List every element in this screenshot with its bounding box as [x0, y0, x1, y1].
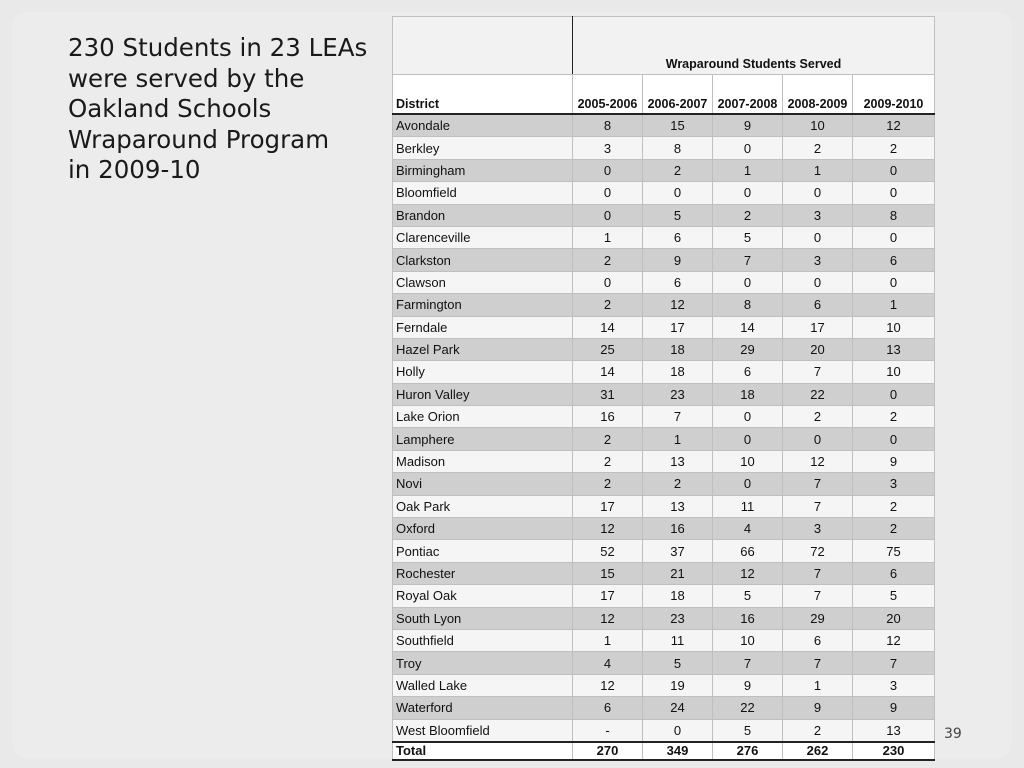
district-column-header: District: [393, 75, 573, 115]
district-name: Troy: [393, 652, 573, 674]
total-value: 230: [853, 742, 935, 760]
student-count: 9: [713, 674, 783, 696]
student-count: 25: [573, 338, 643, 360]
student-count: 22: [713, 697, 783, 719]
student-count: 0: [853, 383, 935, 405]
table-row: [393, 137, 935, 159]
student-count: 15: [643, 114, 713, 137]
student-count: 7: [783, 361, 853, 383]
student-count: 72: [783, 540, 853, 562]
student-count: 0: [573, 182, 643, 204]
student-count: 0: [713, 182, 783, 204]
student-count: 0: [713, 406, 783, 428]
table-row: [393, 294, 935, 316]
student-count: 7: [783, 495, 853, 517]
student-count: 18: [643, 585, 713, 607]
student-count: 0: [853, 428, 935, 450]
table-row: [393, 114, 935, 137]
district-name: Farmington: [393, 294, 573, 316]
year-column-header: 2008-2009: [783, 75, 853, 115]
student-count: 2: [853, 518, 935, 540]
student-count: 1: [783, 159, 853, 181]
student-count: 0: [853, 226, 935, 248]
district-name: West Bloomfield: [393, 719, 573, 742]
student-count: 16: [573, 406, 643, 428]
students-served-table: [392, 16, 935, 761]
student-count: 13: [853, 338, 935, 360]
student-count: 7: [853, 652, 935, 674]
table-body: [393, 114, 935, 742]
total-row: [393, 742, 935, 760]
table-row: [393, 271, 935, 293]
student-count: 10: [783, 114, 853, 137]
student-count: 3: [853, 473, 935, 495]
student-count: 0: [713, 428, 783, 450]
district-name: Holly: [393, 361, 573, 383]
student-count: 8: [713, 294, 783, 316]
district-name: Pontiac: [393, 540, 573, 562]
table-row: [393, 450, 935, 472]
table-row: [393, 495, 935, 517]
district-name: Madison: [393, 450, 573, 472]
student-count: 17: [573, 585, 643, 607]
student-count: 5: [643, 204, 713, 226]
student-count: 10: [853, 361, 935, 383]
district-name: Berkley: [393, 137, 573, 159]
student-count: 12: [713, 562, 783, 584]
student-count: 2: [573, 249, 643, 271]
table-row: [393, 652, 935, 674]
district-name: Brandon: [393, 204, 573, 226]
student-count: 0: [573, 159, 643, 181]
student-count: 1: [573, 629, 643, 651]
student-count: 11: [713, 495, 783, 517]
table-corner-cell: [393, 17, 573, 75]
student-count: 1: [573, 226, 643, 248]
table-row: [393, 361, 935, 383]
student-count: 2: [713, 204, 783, 226]
student-count: 7: [783, 562, 853, 584]
student-count: 22: [783, 383, 853, 405]
student-count: 2: [643, 159, 713, 181]
student-count: 0: [713, 271, 783, 293]
table-row: [393, 607, 935, 629]
group-header: Wraparound Students Served: [573, 17, 935, 75]
student-count: 20: [853, 607, 935, 629]
district-name: South Lyon: [393, 607, 573, 629]
table-row: [393, 182, 935, 204]
student-count: 9: [713, 114, 783, 137]
student-count: 12: [853, 629, 935, 651]
district-name: Southfield: [393, 629, 573, 651]
student-count: 15: [573, 562, 643, 584]
student-count: 2: [853, 495, 935, 517]
student-count: 12: [853, 114, 935, 137]
student-count: 8: [853, 204, 935, 226]
table-row: [393, 204, 935, 226]
student-count: 11: [643, 629, 713, 651]
student-count: 17: [783, 316, 853, 338]
student-count: 10: [713, 629, 783, 651]
student-count: 3: [853, 674, 935, 696]
student-count: 2: [853, 137, 935, 159]
table-row: [393, 629, 935, 651]
district-name: Novi: [393, 473, 573, 495]
page-number: 39: [944, 726, 962, 742]
student-count: 1: [643, 428, 713, 450]
student-count: 0: [783, 271, 853, 293]
student-count: 7: [783, 652, 853, 674]
table-row: [393, 159, 935, 181]
student-count: 5: [713, 719, 783, 742]
student-count: 9: [783, 697, 853, 719]
student-count: 0: [783, 428, 853, 450]
student-count: 1: [713, 159, 783, 181]
student-count: 2: [783, 719, 853, 742]
district-name: Clarkston: [393, 249, 573, 271]
table-row: [393, 697, 935, 719]
student-count: 16: [713, 607, 783, 629]
student-count: 21: [643, 562, 713, 584]
total-value: 262: [783, 742, 853, 760]
table-row: [393, 674, 935, 696]
student-count: -: [573, 719, 643, 742]
student-count: 8: [643, 137, 713, 159]
student-count: 7: [713, 249, 783, 271]
student-count: 17: [573, 495, 643, 517]
student-count: 6: [853, 562, 935, 584]
student-count: 2: [573, 450, 643, 472]
student-count: 6: [643, 271, 713, 293]
student-count: 29: [783, 607, 853, 629]
student-count: 13: [643, 450, 713, 472]
total-value: 270: [573, 742, 643, 760]
student-count: 3: [783, 249, 853, 271]
year-column-header: 2007-2008: [713, 75, 783, 115]
table-row: [393, 226, 935, 248]
student-count: 12: [643, 294, 713, 316]
student-count: 0: [573, 271, 643, 293]
student-count: 1: [783, 674, 853, 696]
district-name: Waterford: [393, 697, 573, 719]
student-count: 4: [713, 518, 783, 540]
table-row: [393, 473, 935, 495]
title-line: were served by the: [68, 63, 305, 93]
student-count: 2: [783, 137, 853, 159]
student-count: 6: [573, 697, 643, 719]
district-name: Oak Park: [393, 495, 573, 517]
student-count: 14: [573, 316, 643, 338]
student-count: 12: [573, 607, 643, 629]
district-name: Royal Oak: [393, 585, 573, 607]
district-name: Lamphere: [393, 428, 573, 450]
student-count: 18: [643, 361, 713, 383]
district-name: Ferndale: [393, 316, 573, 338]
student-count: 7: [713, 652, 783, 674]
student-count: 19: [643, 674, 713, 696]
student-count: 12: [783, 450, 853, 472]
table-row: [393, 719, 935, 742]
student-count: 0: [853, 271, 935, 293]
table-row: [393, 406, 935, 428]
student-count: 8: [573, 114, 643, 137]
student-count: 10: [713, 450, 783, 472]
student-count: 7: [783, 585, 853, 607]
table-row: [393, 383, 935, 405]
student-count: 9: [853, 450, 935, 472]
student-count: 3: [783, 518, 853, 540]
student-count: 13: [853, 719, 935, 742]
student-count: 5: [713, 585, 783, 607]
student-count: 6: [783, 294, 853, 316]
student-count: 0: [713, 473, 783, 495]
total-value: 276: [713, 742, 783, 760]
year-column-header: 2006-2007: [643, 75, 713, 115]
district-name: Lake Orion: [393, 406, 573, 428]
district-name: Huron Valley: [393, 383, 573, 405]
student-count: 6: [643, 226, 713, 248]
title-line: in 2009-10: [68, 155, 201, 184]
student-count: 2: [853, 406, 935, 428]
student-count: 18: [643, 338, 713, 360]
title-line: Wraparound Program: [68, 124, 330, 154]
student-count: 75: [853, 540, 935, 562]
title-line: 230 Students in 23 LEAs: [68, 33, 368, 62]
student-count: 13: [643, 495, 713, 517]
year-column-header: 2009-2010: [853, 75, 935, 115]
district-name: Hazel Park: [393, 338, 573, 360]
student-count: 14: [713, 316, 783, 338]
student-count: 1: [853, 294, 935, 316]
student-count: 6: [853, 249, 935, 271]
student-count: 2: [573, 294, 643, 316]
student-count: 0: [853, 182, 935, 204]
table-row: [393, 562, 935, 584]
student-count: 52: [573, 540, 643, 562]
student-count: 12: [573, 674, 643, 696]
student-count: 2: [643, 473, 713, 495]
student-count: 14: [573, 361, 643, 383]
student-count: 0: [783, 226, 853, 248]
student-count: 18: [713, 383, 783, 405]
student-count: 4: [573, 652, 643, 674]
table-row: [393, 338, 935, 360]
student-count: 2: [573, 428, 643, 450]
student-count: 0: [643, 719, 713, 742]
district-name: Bloomfield: [393, 182, 573, 204]
district-name: Avondale: [393, 114, 573, 137]
student-count: 10: [853, 316, 935, 338]
district-name: Oxford: [393, 518, 573, 540]
table-row: [393, 540, 935, 562]
student-count: 2: [573, 473, 643, 495]
district-name: Birmingham: [393, 159, 573, 181]
student-count: 5: [713, 226, 783, 248]
student-count: 37: [643, 540, 713, 562]
student-count: 9: [853, 697, 935, 719]
student-count: 0: [713, 137, 783, 159]
total-label: Total: [393, 742, 573, 760]
student-count: 5: [643, 652, 713, 674]
student-count: 20: [783, 338, 853, 360]
table-row: [393, 428, 935, 450]
total-value: 349: [643, 742, 713, 760]
student-count: 9: [643, 249, 713, 271]
district-name: Walled Lake: [393, 674, 573, 696]
student-count: 7: [783, 473, 853, 495]
student-count: 31: [573, 383, 643, 405]
table-row: [393, 249, 935, 271]
table-row: [393, 518, 935, 540]
student-count: 66: [713, 540, 783, 562]
student-count: 3: [573, 137, 643, 159]
student-count: 0: [853, 159, 935, 181]
student-count: 16: [643, 518, 713, 540]
district-name: Clawson: [393, 271, 573, 293]
student-count: 6: [713, 361, 783, 383]
student-count: 7: [643, 406, 713, 428]
table-row: [393, 585, 935, 607]
district-name: Clarenceville: [393, 226, 573, 248]
title-line: Oakland Schools: [68, 94, 272, 123]
student-count: 6: [783, 629, 853, 651]
student-count: 0: [573, 204, 643, 226]
student-count: 0: [643, 182, 713, 204]
table-row: [393, 316, 935, 338]
student-count: 23: [643, 383, 713, 405]
student-count: 3: [783, 204, 853, 226]
student-count: 2: [783, 406, 853, 428]
student-count: 0: [783, 182, 853, 204]
student-count: 12: [573, 518, 643, 540]
student-count: 23: [643, 607, 713, 629]
slide-title: [68, 33, 368, 186]
student-count: 29: [713, 338, 783, 360]
district-name: Rochester: [393, 562, 573, 584]
student-count: 24: [643, 697, 713, 719]
student-count: 5: [853, 585, 935, 607]
student-count: 17: [643, 316, 713, 338]
year-column-header: 2005-2006: [573, 75, 643, 115]
